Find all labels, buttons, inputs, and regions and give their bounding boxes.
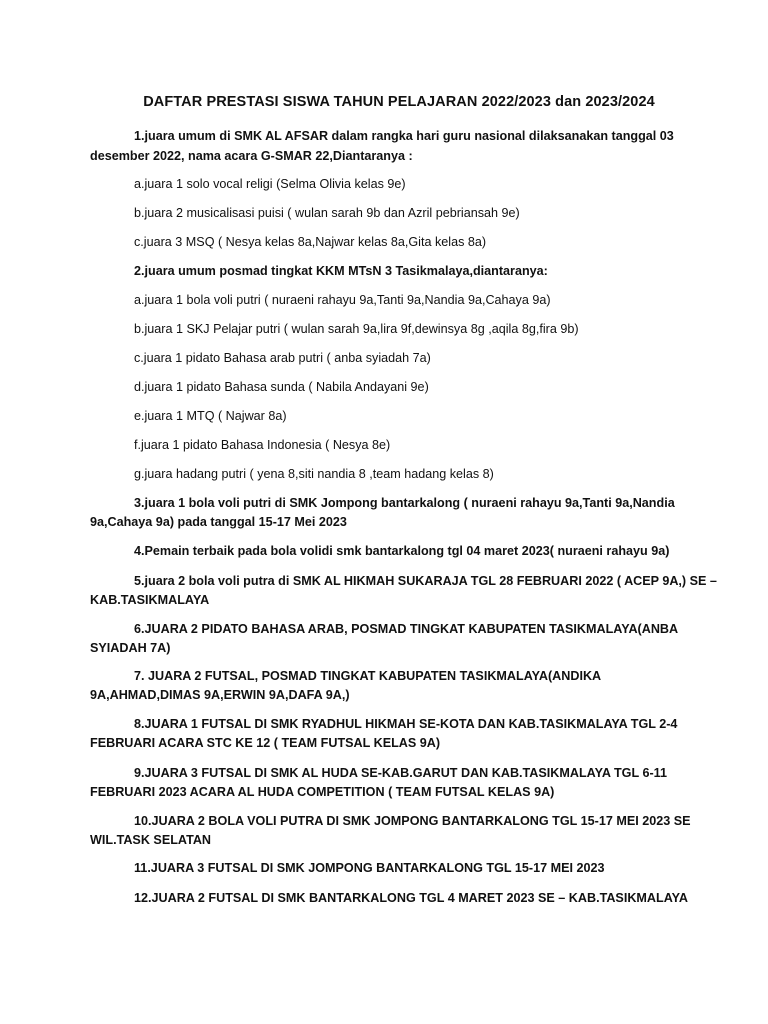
list-item: 6.JUARA 2 PIDATO BAHASA ARAB, POSMAD TINGKAT KABUPATEN TASIKMALAYA(ANBA [134,622,679,636]
list-item: 9.JUARA 3 FUTSAL DI SMK AL HUDA SE-KAB.GARUT DAN KAB.TASIKMALAYA TGL 6-11 [134,766,667,780]
document-title: DAFTAR PRESTASI SISWA TAHUN PELAJARAN 2022/2023 dan 2023/2024 [143,94,655,110]
list-item: 4.Pemain terbaik pada bola volidi smk bantarkalong tgl 04 maret 2023( nuraeni rahayu 9a) [134,544,670,558]
list-item-continuation: KAB.TASIKMALAYA [90,593,210,607]
list-item: 8.JUARA 1 FUTSAL DI SMK RYADHUL HIKMAH SE-KOTA DAN KAB.TASIKMALAYA TGL 2-4 [134,717,678,731]
list-item: 7. JUARA 2 FUTSAL, POSMAD TINGKAT KABUPATEN TASIKMALAYA(ANDIKA [134,669,602,683]
list-subitem: b.juara 2 musicalisasi puisi ( wulan sarah 9b dan Azril pebriansah 9e) [134,206,520,220]
list-subitem: a.juara 1 solo vocal religi (Selma Olivia kelas 9e) [134,177,406,191]
list-item-continuation: 9A,AHMAD,DIMAS 9A,ERWIN 9A,DAFA 9A,) [90,688,350,702]
list-item: 10.JUARA 2 BOLA VOLI PUTRA DI SMK JOMPONG BANTARKALONG TGL 15-17 MEI 2023 SE [134,814,691,828]
list-item: 3.juara 1 bola voli putri di SMK Jompong bantarkalong ( nuraeni rahayu 9a,Tanti 9a,Nandia [134,496,675,510]
list-subitem: a.juara 1 bola voli putri ( nuraeni rahayu 9a,Tanti 9a,Nandia 9a,Cahaya 9a) [134,293,551,307]
list-item-continuation: WIL.TASK SELATAN [90,833,212,847]
list-subitem: d.juara 1 pidato Bahasa sunda ( Nabila Andayani 9e) [134,380,429,394]
list-subitem: g.juara hadang putri ( yena 8,siti nandia 8 ,team hadang kelas 8) [134,467,494,481]
list-item: 12.JUARA 2 FUTSAL DI SMK BANTARKALONG TGL 4 MARET 2023 SE – KAB.TASIKMALAYA [134,891,688,905]
list-item: 5.juara 2 bola voli putra di SMK AL HIKMAH SUKARAJA TGL 28 FEBRUARI 2022 ( ACEP 9A,) SE – [134,574,717,588]
list-subitem: c.juara 3 MSQ ( Nesya kelas 8a,Najwar kelas 8a,Gita kelas 8a) [134,235,487,249]
list-subitem: c.juara 1 pidato Bahasa arab putri ( anba syiadah 7a) [134,351,431,365]
list-subitem: e.juara 1 MTQ ( Najwar 8a) [134,409,287,423]
list-item: 1.juara umum di SMK AL AFSAR dalam rangka hari guru nasional dilaksanakan tanggal 03 [134,129,674,143]
list-item-continuation: FEBRUARI ACARA STC KE 12 ( TEAM FUTSAL KELAS 9A) [90,736,441,750]
list-item: 2.juara umum posmad tingkat KKM MTsN 3 Tasikmalaya,diantaranya: [134,264,548,278]
list-item: 11.JUARA 3 FUTSAL DI SMK JOMPONG BANTARKALONG TGL 15-17 MEI 2023 [134,861,605,875]
list-subitem: b.juara 1 SKJ Pelajar putri ( wulan sarah 9a,lira 9f,dewinsya 8g ,aqila 8g,fira 9b) [134,322,579,336]
list-item-continuation: 9a,Cahaya 9a) pada tanggal 15-17 Mei 2023 [90,515,347,529]
list-item-continuation: SYIADAH 7A) [90,641,171,655]
list-item-continuation: desember 2022, nama acara G-SMAR 22,Diantaranya : [90,149,413,163]
list-subitem: f.juara 1 pidato Bahasa Indonesia ( Nesya 8e) [134,438,391,452]
list-item-continuation: FEBRUARI 2023 ACARA AL HUDA COMPETITION ( TEAM FUTSAL KELAS 9A) [90,785,555,799]
